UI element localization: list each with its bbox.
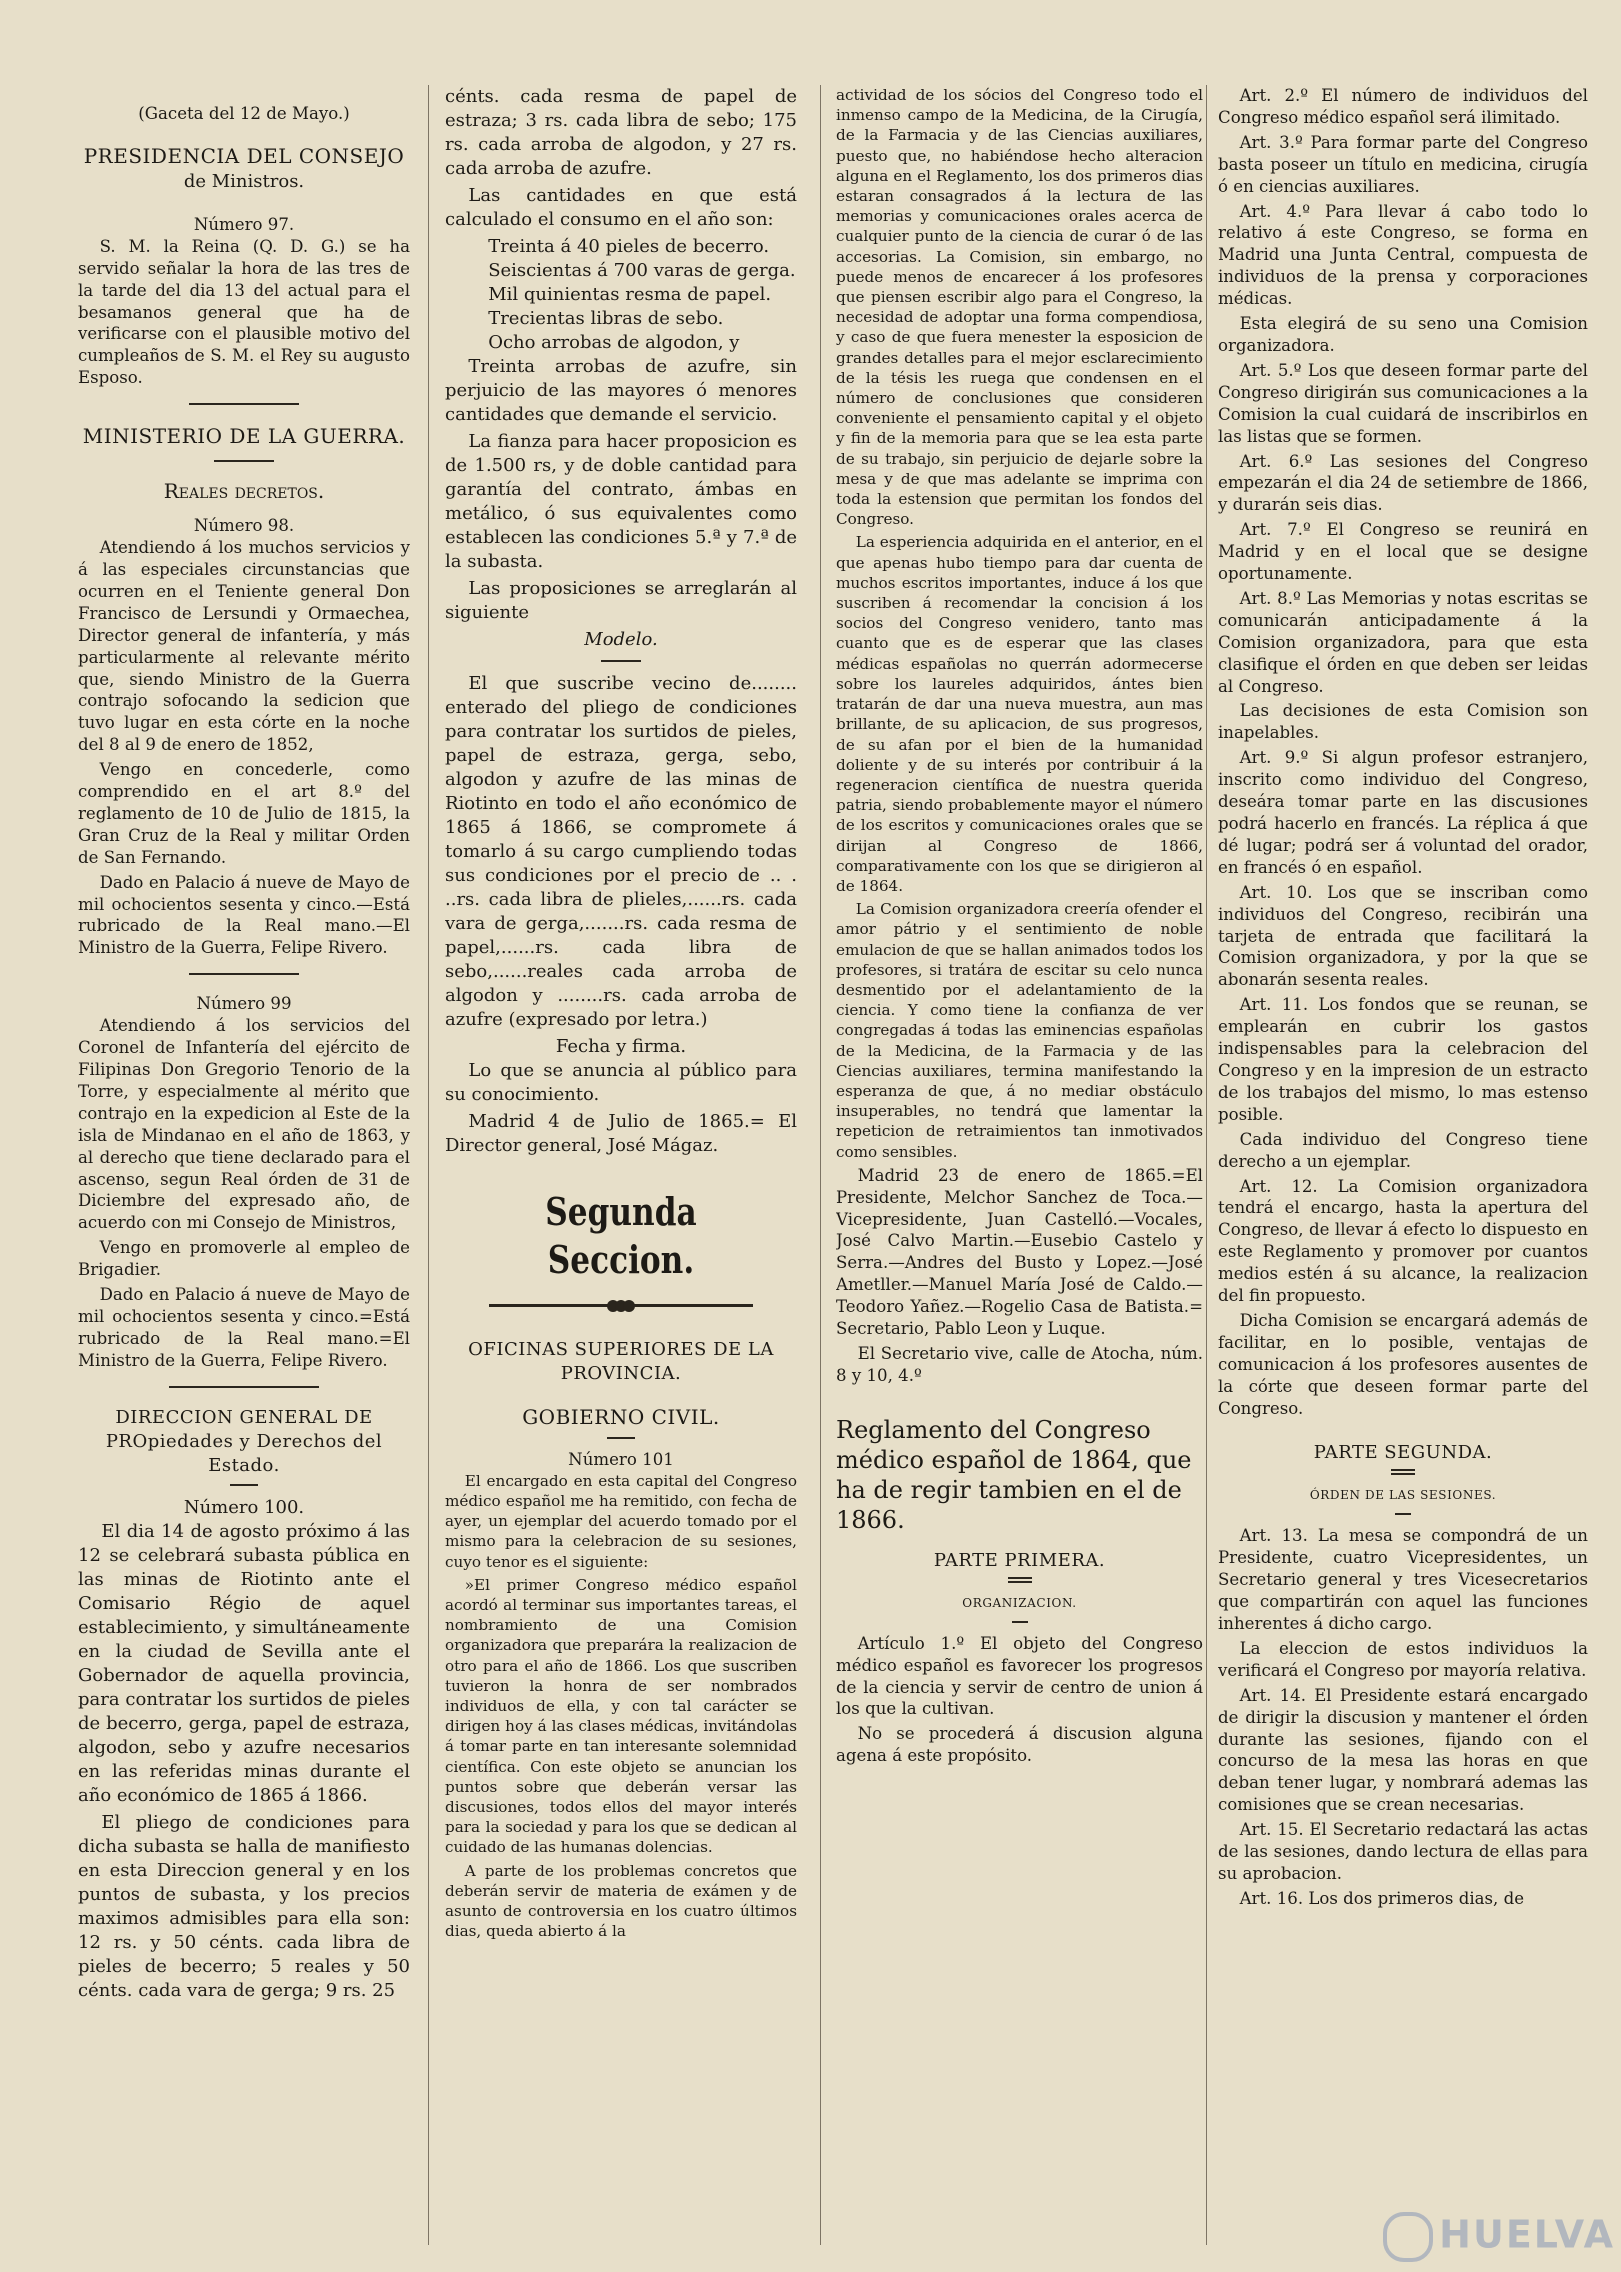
section-divider bbox=[189, 403, 299, 405]
column-2 bbox=[445, 85, 797, 2260]
segunda-seccion-title: Segunda Seccion. bbox=[545, 1189, 697, 1282]
section-divider bbox=[1391, 1469, 1415, 1475]
column-rule bbox=[428, 85, 429, 2245]
gaceta-reference: (Gaceta del 12 de Mayo.) bbox=[138, 104, 350, 123]
section-divider bbox=[601, 660, 641, 662]
column-4 bbox=[1218, 85, 1588, 2260]
article-13: Art. 13. La mesa se compondrá de un Presidente, cuatro Vicepresidentes, un Secretario general y tres Vicesecretarios que compartirán con aquel las funciones inherentes á dicho cargo. bbox=[1218, 1526, 1588, 1633]
stamp-seal-icon bbox=[1383, 2212, 1433, 2262]
madrid-signatures: Madrid 23 de enero de 1865.=El Presidente, Melchor Sanchez de Toca.—Vicepresidente, Juan Castelló.—Vocales, José Calvo Martin.—Eusebio Castelo y Serra.—Andres del Busto y Lopez.—José Ametller.—Manuel María José de Caldo.—Teodoro Yañez.—Rogelio Casa de Batista.= Secretario, Pablo Leon y Luque. bbox=[836, 1165, 1203, 1339]
presidencia-subheading: de Ministros. bbox=[183, 170, 305, 192]
section-divider bbox=[169, 1386, 319, 1388]
consumption-intro: Las cantidades en que está calculado el consumo en el año son: bbox=[445, 185, 797, 230]
stamp-text: HUELVA bbox=[1439, 2212, 1615, 2257]
article-11-note: Cada individuo del Congreso tiene derecho a un ejemplar. bbox=[1218, 1129, 1588, 1171]
article-4-note: Esta elegirá de su seno una Comision organizadora. bbox=[1218, 314, 1588, 355]
section-divider bbox=[1012, 1621, 1028, 1623]
number-97-text: S. M. la Reina (Q. D. G.) se ha servido señalar la hora de las tres de la tarde del dia 13 del actual para el besamanos general que ha de verificarse con el plausible motivo del cumpleaños de S. M. el Rey su augusto Esposo. bbox=[78, 236, 410, 388]
archive-stamp bbox=[1383, 2212, 1615, 2262]
orden-sesiones-heading: ÓRDEN DE LAS SESIONES. bbox=[1309, 1488, 1497, 1503]
presidencia-heading: PRESIDENCIA DEL CONSEJO bbox=[83, 143, 405, 168]
reales-decretos-heading: Reales decretos. bbox=[163, 479, 325, 504]
article-10: Art. 10. Los que se inscriban como individuos del Congreso, recibirán una tarjeta de entrada que facilitará la Comision organizadora, y por la que se abonarán sesenta reales. bbox=[1218, 882, 1588, 990]
number-97-heading: Número 97. bbox=[193, 214, 295, 234]
number-101-text: El encargado en esta capital del Congreso médico español me ha remitido, con fecha de ayer, un ejemplar del acuerdo tomado por el mismo para la celebracion de su sesiones, cuyo tenor es el siguiente: bbox=[445, 1471, 797, 1571]
section-divider bbox=[1395, 1513, 1411, 1515]
section-divider bbox=[607, 1437, 635, 1439]
column-1 bbox=[78, 85, 410, 2260]
number-98-signature: Dado en Palacio á nueve de Mayo de mil ochocientos sesenta y cinco.—Está rubricado de la Real mano.—El Ministro de la Guerra, Felipe Rivero. bbox=[78, 872, 410, 958]
article-7: Art. 7.º El Congreso se reunirá en Madrid y en el local que se designe oportunamente. bbox=[1218, 520, 1588, 584]
column-rule bbox=[1206, 85, 1207, 2245]
article-3: Art. 3.º Para formar parte del Congreso basta poseer un título en medicina, cirugía ó en ciencias auxiliares. bbox=[1218, 132, 1588, 196]
number-99-heading: Número 99 bbox=[196, 994, 292, 1014]
list-item: Ocho arrobas de algodon, y bbox=[488, 332, 740, 353]
article-4: Art. 4.º Para llevar á cabo todo lo relativo á este Congreso, se forma en Madrid una Junta Central, compuesta de individuos de la prensa y corporaciones médicas. bbox=[1218, 201, 1588, 309]
article-1-note: No se procederá á discusion alguna agena á este propósito. bbox=[836, 1724, 1203, 1766]
article-15: Art. 15. El Secretario redactará las actas de las sesiones, dando lectura de ellas para su aprobacion. bbox=[1218, 1820, 1588, 1883]
experiencia-text: La esperiencia adquirida en el anterior, en el que apenas hubo tiempo para dar cuenta de muchos escritos importantes, induce á los que suscriben á recomendar la concision á los socios del Congreso venidero, tanto mas cuanto que es de esperar que las clases médicas españolas no querrán adormecerse sobre los laureles adquiridos, ántes bien tratarán de dar una nueva muestra, aun mas brillante, de su aplicacion, de sus progresos, de su afan por el bien de la humanidad doliente y de su interés por contribuir á la regeneracion científica de nuestra querida patria, siendo probablemente mayor el número de los escritos y comunicaciones orales que se dirijan al Congreso de 1866, comparativamente con los que se dirigieron al de 1864. bbox=[836, 533, 1203, 895]
column-3 bbox=[836, 85, 1203, 2260]
organizacion-heading: ORGANIZACION. bbox=[962, 1595, 1077, 1610]
article-12-note: Dicha Comision se encargará además de facilitar, en lo posible, ventajas de comunicacion á los profesores ausentes de la córte que deseen formar parte del Congreso. bbox=[1218, 1310, 1588, 1418]
number-100-prices: El pliego de condiciones para dicha subasta se halla de manifiesto en esta Direccion general y en los puntos de subasta, y los precios maximos admisibles para ella son: 12 rs. y 50 cénts. cada libra de pieles de becerro; 5 reales y 50 cénts. cada vara de gerga; 9 rs. 25 bbox=[78, 1811, 410, 2001]
direccion-heading: DIRECCION GENERAL DE PROpiedades y Derechos del Estado. bbox=[105, 1406, 383, 1476]
proposiciones-text: Las proposiciones se arreglarán al siguiente bbox=[445, 578, 797, 623]
comision-text: La Comision organizadora creería ofender el amor pátrio y el sentimiento de noble emulacion de que se hallan animados todos los profesores, si tratára de escitar su celo nunca desmentido por el adelantamiento de la ciencia. Y como tiene la confianza de ver congregadas á todas las eminencias españolas de la Medicina, de la Farmacia y de las Ciencias auxiliares, termina manifestando la esperanza de que, á no mediar obstáculo insuperables, no tendrá que lamentar la repeticion de retraimientos tan inmotivados como sensibles. bbox=[836, 900, 1203, 1161]
section-divider bbox=[189, 973, 299, 975]
number-99-signature: Dado en Palacio á nueve de Mayo de mil ochocientos sesenta y cinco.=Está rubricado de la Real mano.=El Ministro de la Guerra, Felipe Rivero. bbox=[78, 1285, 410, 1370]
number-100-heading: Número 100. bbox=[183, 1496, 305, 1518]
consumption-final: Treinta arrobas de azufre, sin perjuicio de las mayores ó menores cantidades que demande el servicio. bbox=[445, 356, 797, 425]
section-divider bbox=[230, 1484, 258, 1486]
article-2: Art. 2.º El número de individuos del Congreso médico español será ilimitado. bbox=[1218, 86, 1588, 127]
list-item: Seiscientas á 700 varas de gerga. bbox=[488, 260, 796, 281]
article-6: Art. 6.º Las sesiones del Congreso empezarán el dia 24 de setiembre de 1866, y durarán seis dias. bbox=[1218, 451, 1588, 515]
number-98-text: Atendiendo á los muchos servicios y á las especiales circunstancias que ocurren en el Teniente general Don Francisco de Lersundi y Ormaechea, Director general de infantería, y más particularmente al relevante mérito que, siendo Ministro de la Guerra contrajo sofocando la sedicion que tuvo lugar en esta córte en la noche del 8 al 9 de enero de 1852, bbox=[78, 538, 410, 755]
list-item: Mil quinientas resma de papel. bbox=[488, 284, 772, 305]
article-8: Art. 8.º Las Memorias y notas escritas se comunicarán anticipadamente á la Comision organizadora, para que esta clasifique el órden en que deben ser leidas al Congreso. bbox=[1218, 588, 1588, 696]
fecha-firma: Fecha y firma. bbox=[555, 1036, 687, 1057]
fianza-text: La fianza para hacer proposicion es de 1.500 rs, y de doble cantidad para garantía del contrato, ámbas en metálico, ó sus equivalentes como establecen las condiciones 5.ª y 7.ª de la subasta. bbox=[445, 431, 797, 572]
article-11: Art. 11. Los fondos que se reunan, se emplearán en cubrir los gastos indispensables para la celebracion del Congreso y en la impresion de un estracto de los trabajos del mismo, lo mas estenso posible. bbox=[1218, 995, 1588, 1124]
article-13-note: La eleccion de estos individuos la verificará el Congreso por mayoría relativa. bbox=[1218, 1638, 1588, 1680]
number-101-heading: Número 101 bbox=[568, 1449, 674, 1469]
consumption-list bbox=[445, 235, 797, 355]
article-5: Art. 5.º Los que deseen formar parte del Congreso dirigirán sus comunicaciones a la Comision la cual cuidará de inscribirlos en las listas que se formen. bbox=[1218, 360, 1588, 446]
prices-continuation: cénts. cada resma de papel de estraza; 3 rs. cada libra de sebo; 175 rs. cada arroba de algodon, y 27 rs. cada arroba de azufre. bbox=[445, 86, 797, 179]
number-98-decree: Vengo en concederle, como comprendido en el art 8.º del reglamento de 10 de Julio de 1815, la Gran Cruz de la Real y militar Orden de San Fernando. bbox=[78, 760, 410, 867]
article-14: Art. 14. El Presidente estará encargado de dirigir la discusion y mantener el órden durante las sesiones, fijando con el concurso de la mesa las horas en que deban tener lugar, y nombrará ademas las comisiones que se crean necesarias. bbox=[1218, 1685, 1588, 1815]
column-rule bbox=[820, 85, 821, 2245]
gobierno-civil-heading: GOBIERNO CIVIL. bbox=[522, 1404, 720, 1429]
congreso-problems: A parte de los problemas concretos que deberán servir de materia de exámen y de asunto de controversia en los cuatro últimos dias, queda abierto á la bbox=[445, 1861, 797, 1941]
article-8-note: Las decisiones de esta Comision son inapelables. bbox=[1218, 701, 1588, 743]
congreso-announcement: »El primer Congreso médico español acordó al terminar sus importantes tareas, el nombramiento de una Comision organizadora que preparára la realizacion de otro para el año de 1866. Los que suscriben tuvieron la honra de ser nombrados individuos de ella, y con tal carácter se dirigen hoy á las clases médicas, invitándolas á tomar parte en tan interesante solemnidad científica. Con este objeto se anuncian los puntos sobre que deberán versar las discusiones, todos ellos del mayor interés para la sociedad y para los que se dedican al cuidado de las humanas dolencias. bbox=[445, 1575, 797, 1857]
secretario-address: El Secretario vive, calle de Atocha, núm. 8 y 10, 4.º bbox=[836, 1344, 1203, 1385]
list-item: Treinta á 40 pieles de becerro. bbox=[488, 236, 770, 257]
reglamento-title: Reglamento del Congreso médico español de 1864, que ha de regir tambien en el de 1866. bbox=[836, 1415, 1192, 1534]
article-12: Art. 12. La Comision organizadora tendrá el encargo, hasta la apertura del Congreso, de llevar á efecto lo dispuesto en este Reglamento y promover por cuantos medios estén á su alcance, la realizacion del fin propuesto. bbox=[1218, 1176, 1588, 1306]
anuncio-text: Lo que se anuncia al público para su conocimiento. bbox=[445, 1060, 797, 1105]
madrid-signature: Madrid 4 de Julio de 1865.= El Director general, José Mágaz. bbox=[445, 1111, 797, 1156]
section-divider bbox=[1008, 1577, 1032, 1583]
oficinas-heading: OFICINAS SUPERIORES DE LA PROVINCIA. bbox=[468, 1338, 774, 1384]
parte-segunda-heading: PARTE SEGUNDA. bbox=[1313, 1442, 1493, 1464]
number-100-text: El dia 14 de agosto próximo á las 12 se celebrará subasta pública en las minas de Riotinto ante el Comisario Régio de aquel establecimiento, y simultáneamente en la ciudad de Sevilla ante el Gobernador de aquella provincia, para contratar los surtidos de pieles de becerro, gerga, papel de estraza, algodon, sebo y azufre necesarios en las referidas minas durante el año económico de 1865 á 1866. bbox=[78, 1520, 410, 1806]
modelo-text: El que suscribe vecino de........ enterado del pliego de condiciones para contratar los surtidos de pieles, papel de estraza, gerga, sebo, algodon y azufre de las minas de Riotinto en todo el año económico de 1865 á 1866, se compromete á tomarlo á su cargo cumpliendo todas sus condiciones por el precio de .. . ..rs. cada libra de plieles,......rs. cada vara de gerga,.......rs. cada resma de papel,......rs. cada libra de sebo,......reales cada arroba de algodon y ........rs. cada arroba de azufre (expresado por letra.) bbox=[445, 673, 797, 1030]
article-9: Art. 9.º Si algun profesor estranjero, inscrito como individuo del Congreso, deseára tomar parte en las discusiones podrá hacerlo en francés. La réplica á que dé lugar; podrá ser á voluntad del orador, en francés ó en español. bbox=[1218, 748, 1588, 877]
modelo-heading: Modelo. bbox=[584, 629, 658, 650]
article-1: Artículo 1.º El objeto del Congreso médico español es favorecer los progresos de la ciencia y servir de centro de union á los que la cultivan. bbox=[836, 1633, 1203, 1719]
section-divider bbox=[214, 460, 274, 462]
number-98-heading: Número 98. bbox=[193, 516, 295, 536]
congreso-continuation: actividad de los sócios del Congreso todo el inmenso campo de la Medicina, de la Cirugía, de la Farmacia y de las Ciencias auxiliares, puesto que, no habiéndose hecho alteracion alguna en el Reglamento, los dos primeros dias estaran consagrados á la lectura de las memorias y comunicaciones orales acerca de cualquier punto de la ciencia de curar ó de las accesorias. La Comision, sin embargo, no puede menos de encarecer á los profesores que piensen escribir algo para el Congreso, la necesidad de adoptar una forma compendiosa, y caso de que fuera menester la esposicion de grandes detalles para el mejor esclarecimiento de la tésis les ruega que condensen en el número de conclusiones que consideren conveniente el pensamiento capital y el objeto y fin de la memoria para que se lea esta parte de su trabajo, sin perjuicio de dejarle sobre la mesa y de que mas adelante se imprima con toda la estension que permitan los fondos del Congreso. bbox=[836, 86, 1203, 529]
list-item: Trecientas libras de sebo. bbox=[488, 308, 724, 329]
number-99-decree: Vengo en promoverle al empleo de Brigadier. bbox=[78, 1238, 410, 1280]
guerra-heading: MINISTERIO DE LA GUERRA. bbox=[82, 424, 406, 449]
article-16: Art. 16. Los dos primeros dias, de bbox=[1239, 1888, 1525, 1908]
ornament-divider bbox=[445, 1294, 797, 1316]
number-99-text: Atendiendo á los servicios del Coronel de Infantería del ejército de Filipinas Don Gregorio Tenorio de la Torre, y especialmente al mérito que contrajo en la expedicion al Este de la isla de Mindanao en el año de 1863, y al derecho que tiene declarado para el ascenso, segun Real órden de 31 de Diciembre del expresado año, de acuerdo con mi Consejo de Ministros, bbox=[78, 1016, 410, 1233]
parte-primera-heading: PARTE PRIMERA. bbox=[933, 1549, 1106, 1571]
